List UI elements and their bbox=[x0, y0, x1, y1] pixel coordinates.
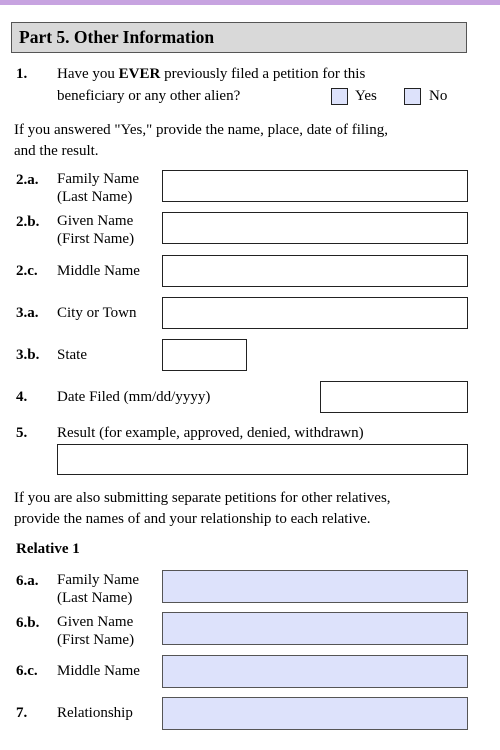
field-3b-label: State bbox=[57, 347, 87, 363]
field-6b-label-line2: (First Name) bbox=[57, 632, 135, 648]
instruction2-line2: provide the names of and your relationship to each relative. bbox=[14, 511, 371, 527]
state-input[interactable] bbox=[162, 339, 247, 371]
relative-middle-name-input[interactable] bbox=[162, 655, 468, 688]
field-6b-label-line1: Given Name bbox=[57, 614, 134, 630]
yes-label: Yes bbox=[355, 88, 377, 104]
field-2a-label-line1: Family Name bbox=[57, 171, 140, 187]
relative-family-name-input[interactable] bbox=[162, 570, 468, 603]
result-input[interactable] bbox=[57, 444, 468, 475]
field-3a-label: City or Town bbox=[57, 305, 137, 321]
field-4-number: 4. bbox=[16, 389, 28, 405]
instruction-line2: and the result. bbox=[14, 143, 99, 159]
date-filed-input[interactable] bbox=[320, 381, 468, 413]
instruction2-line1: If you are also submitting separate petitions for other relatives, bbox=[14, 490, 391, 506]
field-6a-label-line2: (Last Name) bbox=[57, 590, 133, 606]
field-7-number: 7. bbox=[16, 705, 28, 721]
q1-number: 1. bbox=[16, 66, 28, 82]
field-5-number: 5. bbox=[16, 425, 28, 441]
field-2b-label-line2: (First Name) bbox=[57, 231, 135, 247]
middle-name-input[interactable] bbox=[162, 255, 468, 287]
relative-given-name-input[interactable] bbox=[162, 612, 468, 645]
field-2c-label: Middle Name bbox=[57, 263, 140, 279]
city-town-input[interactable] bbox=[162, 297, 468, 329]
field-6c-number: 6.c. bbox=[16, 663, 38, 679]
relative-1-heading: Relative 1 bbox=[16, 541, 80, 557]
q1-text-line2: beneficiary or any other alien? bbox=[57, 88, 241, 104]
field-6c-label: Middle Name bbox=[57, 663, 140, 679]
field-3b-number: 3.b. bbox=[16, 347, 40, 363]
field-2b-label-line1: Given Name bbox=[57, 213, 134, 229]
field-5-label: Result (for example, approved, denied, withdrawn) bbox=[57, 425, 364, 441]
yes-checkbox[interactable] bbox=[331, 88, 348, 105]
relationship-input[interactable] bbox=[162, 697, 468, 730]
field-2a-label-line2: (Last Name) bbox=[57, 189, 133, 205]
part-5-header: Part 5. Other Information bbox=[11, 22, 467, 53]
window-top-bar bbox=[0, 0, 500, 5]
no-label: No bbox=[429, 88, 448, 104]
field-6a-label-line1: Family Name bbox=[57, 572, 140, 588]
given-name-input[interactable] bbox=[162, 212, 468, 244]
instruction-line1: If you answered "Yes," provide the name, place, date of filing, bbox=[14, 122, 388, 138]
q1-text-line1: Have you EVER previously filed a petition for this bbox=[57, 66, 366, 82]
family-name-input[interactable] bbox=[162, 170, 468, 202]
field-2b-number: 2.b. bbox=[16, 214, 40, 230]
field-7-label: Relationship bbox=[57, 705, 133, 721]
field-3a-number: 3.a. bbox=[16, 305, 39, 321]
field-2c-number: 2.c. bbox=[16, 263, 38, 279]
field-4-label: Date Filed (mm/dd/yyyy) bbox=[57, 389, 211, 405]
field-6a-number: 6.a. bbox=[16, 573, 39, 589]
field-6b-number: 6.b. bbox=[16, 615, 40, 631]
no-checkbox[interactable] bbox=[404, 88, 421, 105]
field-2a-number: 2.a. bbox=[16, 172, 39, 188]
